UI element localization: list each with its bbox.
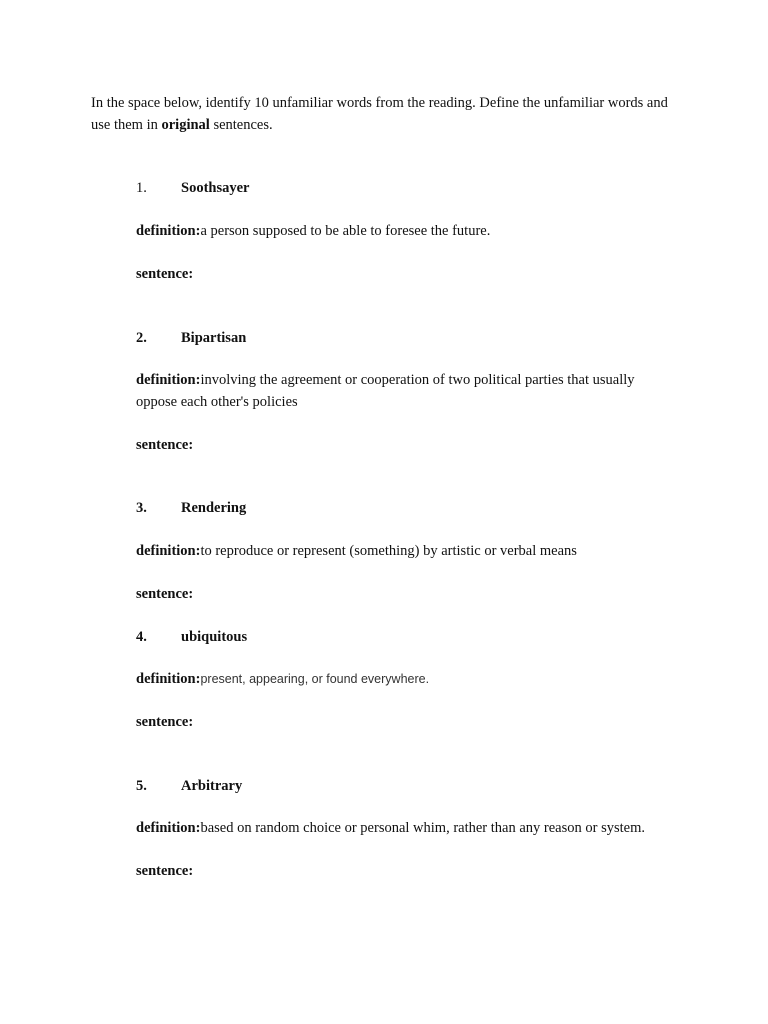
word-heading-3 [136,497,246,519]
definition-label: definition: [136,372,201,388]
word-heading-2 [136,327,246,349]
instructions-text-start: In the space below, identify 10 unfamiliar words from the reading. Define the unfamiliar words and use them in [91,95,668,133]
word-number: 2. [136,330,147,346]
word-number: 4. [136,629,147,645]
definition-label: definition: [136,820,201,836]
definition-row-4 [136,668,671,690]
definition-label: definition: [136,223,201,239]
definition-row-3 [136,540,671,562]
sentence-label-4: sentence: [136,714,194,730]
vocab-word: Arbitrary [181,778,243,794]
definition-row-5 [136,817,671,839]
vocab-word: Soothsayer [181,180,250,196]
sentence-label-2: sentence: [136,437,194,453]
vocab-word: Rendering [181,500,247,516]
instructions-paragraph [91,92,681,136]
sentence-label-3: sentence: [136,586,194,602]
word-number: 3. [136,500,147,516]
vocab-word: ubiquitous [181,629,248,645]
sentence-label-5: sentence: [136,863,194,879]
definition-text: based on random choice or personal whim, rather than any reason or system. [200,820,645,836]
definition-row-2 [136,369,671,413]
word-heading-5 [136,775,242,797]
word-number: 5. [136,778,147,794]
definition-text: a person supposed to be able to foresee the future. [200,223,491,239]
word-heading-4 [136,626,247,648]
vocab-word: Bipartisan [181,330,247,346]
instructions-text-end: sentences. [209,117,273,133]
word-number: 1. [136,180,147,196]
definition-text: involving the agreement or cooperation of two political parties that usually oppose each other's policies [136,372,635,410]
word-heading-1 [136,177,249,199]
definition-label: definition: [136,671,201,687]
definition-row-1 [136,220,671,242]
definition-text: to reproduce or represent (something) by artistic or verbal means [200,543,577,559]
instructions-bold-word: original [161,117,210,133]
definition-label: definition: [136,543,201,559]
sentence-label-1: sentence: [136,266,194,282]
definition-text: present, appearing, or found everywhere. [200,672,430,686]
